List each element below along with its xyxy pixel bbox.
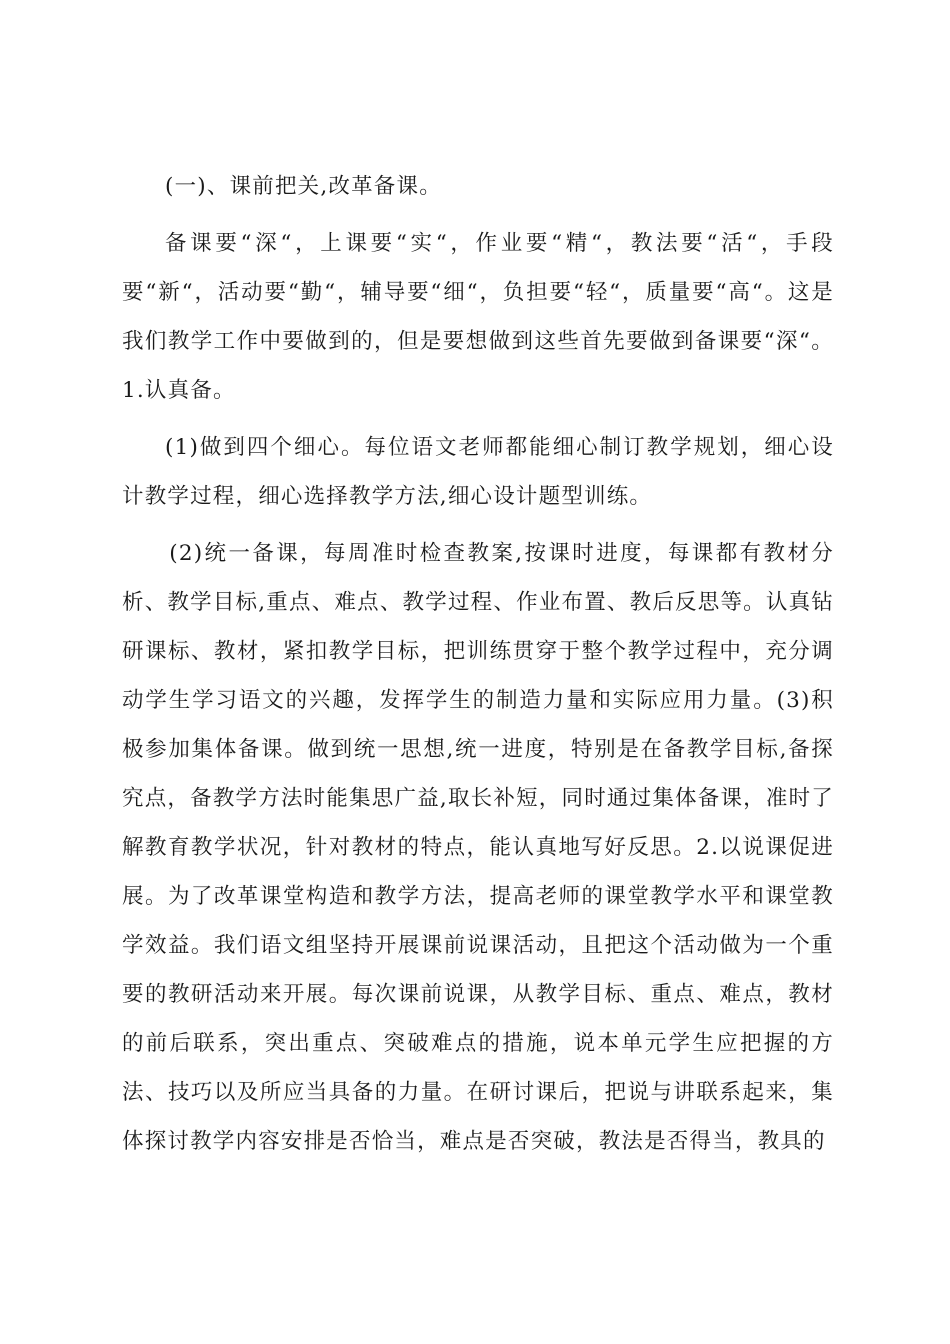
paragraph-lesson-prep: 备课要“深“，上课要“实“，作业要“精“，教法要“活“，手段要“新“，活动要“勤“，辅导要“细“，负担要“轻“，质量要“高“。这是我们教学工作中要做到的，但是要想做到这些首先要做到备课要“深“。1.认真备。 bbox=[122, 231, 834, 403]
section-heading: (一)、课前把关,改革备课。 bbox=[165, 174, 442, 199]
document-body bbox=[122, 162, 834, 1174]
paragraph-unified-prep: (2)统一备课，每周准时检查教案,按课时进度，每课都有教材分析、教学目标,重点、难点、教学过程、作业布置、教后反思等。认真钻研课标、教材，紧扣教学目标，把训练贯穿于整个教学过程中，充分调动学生学习语文的兴趣，发挥学生的制造力量和实际应用力量。(3)积极参加集体备课。做到统一思想,统一进度，特别是在备教学目标,备探究点，备教学方法时能集思广益,取长补短，同时通过集体备课，准时了解教育教学状况，针对教材的特点，能认真地写好反思。2.以说课促进展。为了改革课堂构造和教学方法，提高老师的课堂教学水平和课堂教学效益。我们语文组坚持开展课前说课活动，且把这个活动做为一个重要的教研活动来开展。每次课前说课，从教学目标、重点、难点，教材的前后联系，突出重点、突破难点的措施，说本单元学生应把握的方法、技巧以及所应当具备的力量。在研讨课后，把说与讲联系起来，集体探讨教学内容安排是否恰当，难点是否突破，教法是否得当，教具的 bbox=[122, 541, 834, 1154]
paragraph-four-careful: (1)做到四个细心。每位语文老师都能细心制订教学规划，细心设计教学过程，细心选择教学方法,细心设计题型训练。 bbox=[122, 435, 834, 509]
